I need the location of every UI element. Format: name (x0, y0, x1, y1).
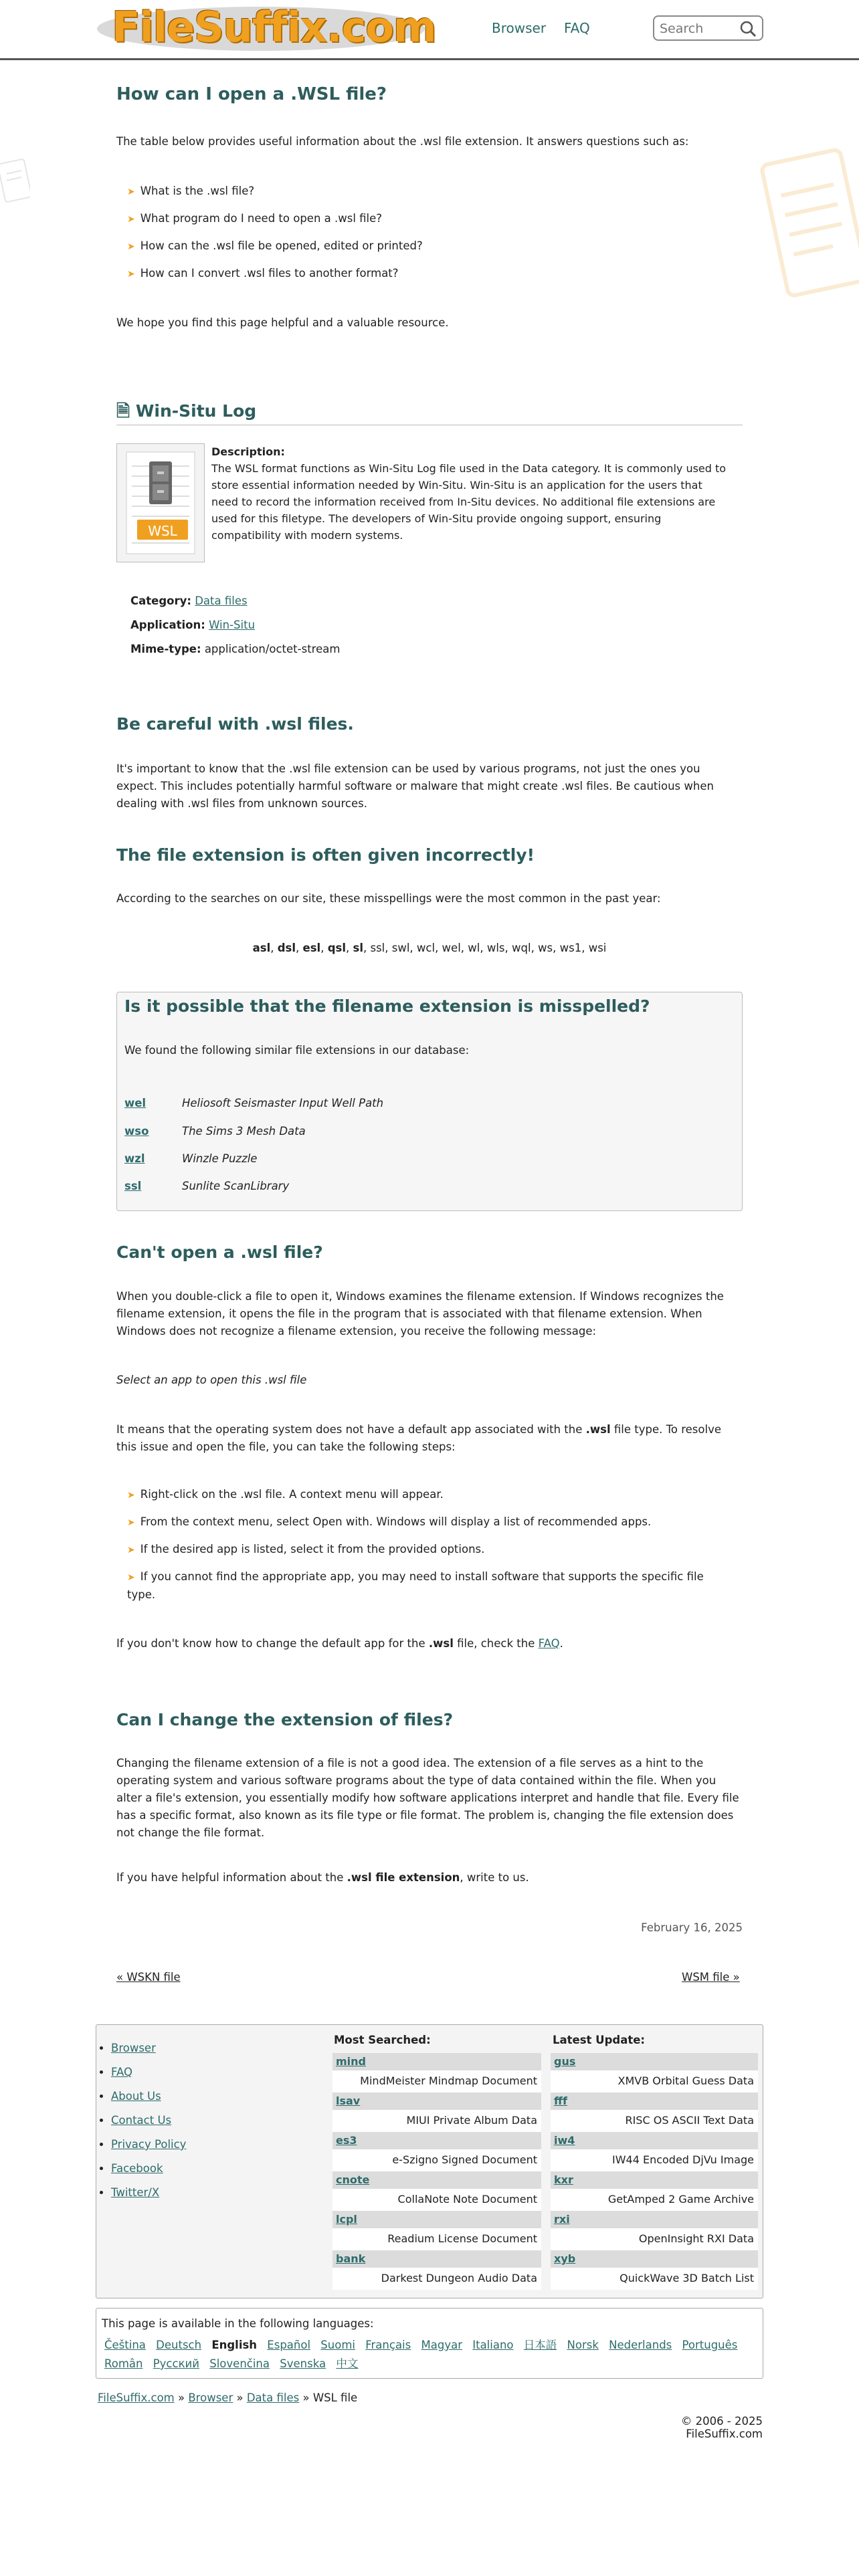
incorrect-text: According to the searches on our site, these misspellings were the most common in the past year: (116, 892, 661, 905)
document-decoration-icon (759, 144, 859, 314)
cabinet-icon (124, 449, 197, 556)
footer-link-about[interactable]: About Us (111, 2090, 161, 2103)
ext-link[interactable]: es3 (336, 2134, 357, 2147)
list-item: GetAmped 2 Game Archive (551, 2189, 758, 2211)
language-link[interactable]: Português (682, 2339, 738, 2351)
arrow-icon: ➤ (127, 1572, 135, 1583)
language-link[interactable]: Русский (153, 2357, 199, 2370)
list-item: OpenInsight RXI Data (551, 2228, 758, 2250)
misspellings-list: asl, dsl, esl, qsl, sl, ssl, swl, wcl, wel, wl, wls, wql, ws, ws1, wsi (252, 942, 607, 954)
step-item: ➤ If you cannot find the appropriate app, you may need to install software that supports the specific file type. (127, 1570, 704, 1601)
incorrect-heading: The file extension is often given incorrectly! (116, 845, 535, 865)
site-logo[interactable] (97, 1, 436, 55)
breadcrumb-home[interactable]: FileSuffix.com (98, 2391, 175, 2404)
step-item: ➤ Right-click on the .wsl file. A context menu will appear. (127, 1488, 444, 1501)
question-item: ➤ What is the .wsl file? (127, 185, 255, 197)
list-item: wzl Winzle Puzzle (124, 1152, 258, 1165)
ext-link[interactable]: ssl (124, 1180, 142, 1192)
change-heading: Can I change the extension of files? (116, 1710, 454, 1729)
ext-link[interactable]: lcpl (336, 2213, 357, 2226)
ext-link[interactable]: rxi (554, 2213, 570, 2226)
language-link[interactable]: Español (267, 2339, 311, 2351)
footer-link-facebook[interactable]: Facebook (111, 2162, 163, 2175)
arrow-icon: ➤ (127, 241, 135, 252)
file-type-label: WSL (148, 523, 177, 539)
question-item: ➤ What program do I need to open a .wsl file? (127, 212, 383, 225)
language-link[interactable]: Nederlands (609, 2339, 672, 2351)
update-date: February 16, 2025 (641, 1921, 743, 1934)
file-type-icon-box (116, 443, 205, 562)
next-file-link[interactable]: WSM file » (682, 1971, 740, 1983)
hope-text: We hope you find this page helpful and a valuable resource. (116, 316, 449, 329)
language-link[interactable]: Magyar (421, 2339, 462, 2351)
footer-link-browser[interactable]: Browser (111, 2042, 156, 2054)
footer-link-faq[interactable]: FAQ (111, 2066, 132, 2078)
mime-row: Mime-type: application/octet-stream (130, 643, 341, 655)
application-row: Application: Win-Situ (130, 619, 256, 631)
breadcrumb: FileSuffix.com » Browser » Data files » WSL file (98, 2391, 358, 2404)
ext-link[interactable]: kxr (554, 2173, 573, 2186)
current-language: English (211, 2339, 258, 2351)
search-placeholder: Search (660, 21, 704, 36)
list-item: MIUI Private Album Data (332, 2110, 541, 2132)
site-header (0, 0, 859, 60)
footer-link-twitter[interactable]: Twitter/X (111, 2186, 160, 2199)
language-link[interactable]: Français (365, 2339, 411, 2351)
list-item: wso The Sims 3 Mesh Data (124, 1125, 306, 1138)
question-item: ➤ How can the .wsl file be opened, edited or printed? (127, 239, 423, 252)
arrow-icon: ➤ (127, 1517, 135, 1528)
list-item: XMVB Orbital Guess Data (551, 2070, 758, 2092)
cant-open-text: When you double-click a file to open it, Windows examines the filename extension. If Windows recognizes the filename extension, it opens the file in the program that is associated with that filename extension. When Windows does not recognize a filename extension, you receive the following message: (116, 1290, 724, 1337)
change-text: Changing the filename extension of a file is not a good idea. The extension of a file serves as a hint to the operating system and various software programs about the type of data contained within the file. When you alter a file's extension, you essentially modify how software applications interpret and handle that file. Every file has a specific format, also known as its file type or file format. The problem is, changing the file extension does not change the file format. (116, 1757, 739, 1839)
question-item: ➤ How can I convert .wsl files to another format? (127, 267, 399, 280)
page-title: How can I open a .WSL file? (116, 84, 387, 104)
ext-link[interactable]: xyb (554, 2252, 576, 2265)
list-item: Readium License Document (332, 2228, 541, 2250)
list-item: RISC OS ASCII Text Data (551, 2110, 758, 2132)
language-link[interactable]: Norsk (567, 2339, 599, 2351)
search-icon[interactable] (739, 20, 757, 37)
language-link[interactable]: 中文 (336, 2357, 359, 2370)
ext-link[interactable]: wzl (124, 1152, 145, 1165)
intro-text: The table below provides useful information about the .wsl file extension. It answers questions such as: (116, 135, 689, 148)
language-link[interactable]: 日本語 (523, 2339, 557, 2351)
ext-link[interactable]: mind (336, 2055, 366, 2068)
footer-links (111, 2036, 186, 2205)
cant-open-heading: Can't open a .wsl file? (116, 1243, 323, 1262)
list-item: wel Heliosoft Seismaster Input Well Path (124, 1097, 384, 1109)
ext-link[interactable]: iw4 (554, 2134, 575, 2147)
list-item: Darkest Dungeon Audio Data (332, 2268, 541, 2290)
list-item: IW44 Encoded DjVu Image (551, 2149, 758, 2171)
application-link[interactable]: Win-Situ (209, 619, 256, 631)
languages-title: This page is available in the following languages: (102, 2317, 374, 2330)
ext-link[interactable]: wel (124, 1097, 147, 1109)
list-item: CollaNote Note Document (332, 2189, 541, 2211)
helpful-text: If you have helpful information about the .wsl file extension, write to us. (116, 1871, 529, 1884)
language-link[interactable]: Român (104, 2357, 143, 2370)
list-item: MindMeister Mindmap Document (332, 2070, 541, 2092)
ext-link[interactable]: fff (554, 2095, 567, 2107)
arrow-icon: ➤ (127, 1490, 135, 1501)
latest-update-list (551, 2053, 758, 2290)
ext-link[interactable]: gus (554, 2055, 576, 2068)
resolve-text: It means that the operating system does not have a default app associated with the .wsl file type. To resolve this issue and open the file, you can take the following steps: (116, 1423, 721, 1453)
breadcrumb-browser[interactable]: Browser (188, 2391, 233, 2404)
language-link[interactable]: Deutsch (156, 2339, 202, 2351)
ext-link[interactable]: wso (124, 1125, 149, 1138)
arrow-icon: ➤ (127, 214, 135, 225)
most-searched-list (332, 2053, 541, 2290)
list-item: e-Szigno Signed Document (332, 2149, 541, 2171)
nav-faq-link[interactable]: FAQ (564, 20, 590, 36)
format-description: Description: The WSL format functions as Win-Situ Log file used in the Data category. It is commonly used to store essential information needed by Win-Situ. Win-Situ is an application for the users that need to record the information received from In-Situ devices. No additional file extensions are used for this filetype. The developers of Win-Situ provide ongoing support, ensuring compatibility with modern systems. (211, 445, 727, 542)
document-decoration-icon (0, 157, 30, 204)
language-link[interactable]: Italiano (472, 2339, 514, 2351)
footer-link-privacy[interactable]: Privacy Policy (111, 2138, 187, 2151)
step-item: ➤ From the context menu, select Open with. Windows will display a list of recommended apps. (127, 1515, 652, 1528)
file-icon: 🗎 (116, 401, 130, 421)
similar-heading: Is it possible that the filename extension is misspelled? (124, 996, 650, 1016)
search-input[interactable] (653, 15, 763, 41)
language-link[interactable]: Čeština (104, 2339, 146, 2351)
logo-text: FileSuffix.com (112, 3, 436, 51)
breadcrumb-category[interactable]: Data files (246, 2391, 300, 2404)
ext-link[interactable]: bank (336, 2252, 366, 2265)
nav-browser-link[interactable]: Browser (492, 20, 547, 36)
prev-file-link[interactable]: « WSKN file (116, 1971, 181, 1983)
language-link[interactable]: Svenska (280, 2357, 326, 2370)
category-row: Category: Data files (130, 595, 248, 607)
breadcrumb-current: WSL file (312, 2391, 358, 2404)
arrow-icon: ➤ (127, 187, 135, 197)
language-list (104, 2336, 744, 2352)
arrow-icon: ➤ (127, 1545, 135, 1555)
language-link[interactable]: Slovenčina (209, 2357, 270, 2370)
most-searched-title: Most Searched: (334, 2034, 431, 2046)
list-item: ssl Sunlite ScanLibrary (124, 1180, 290, 1192)
step-item: ➤ If the desired app is listed, select it from the provided options. (127, 1543, 485, 1555)
error-message: Select an app to open this .wsl file (116, 1374, 307, 1386)
ext-link[interactable]: cnote (336, 2173, 370, 2186)
faq-link[interactable]: FAQ (538, 1637, 560, 1650)
language-link[interactable]: Suomi (320, 2339, 355, 2351)
ext-link[interactable]: lsav (336, 2095, 361, 2107)
language-list (104, 2355, 365, 2371)
latest-update-title: Latest Update: (553, 2034, 646, 2046)
footer-link-contact[interactable]: Contact Us (111, 2114, 172, 2127)
careful-text: It's important to know that the .wsl file extension can be used by various programs, not just the ones you expect. This includes potentially harmful software or malware that might create .wsl files. Be cautious when dealing with .wsl files from unknown sources. (116, 762, 714, 810)
category-link[interactable]: Data files (195, 595, 248, 607)
list-item: QuickWave 3D Batch List (551, 2268, 758, 2290)
arrow-icon: ➤ (127, 269, 135, 280)
faq-text: If you don't know how to change the default app for the .wsl file, check the FAQ. (116, 1637, 563, 1650)
format-heading: 🗎 Win-Situ Log (116, 401, 257, 421)
copyright: © 2006 - 2025 FileSuffix.com (680, 2415, 763, 2440)
similar-text: We found the following similar file extensions in our database: (124, 1044, 470, 1057)
careful-heading: Be careful with .wsl files. (116, 714, 354, 734)
